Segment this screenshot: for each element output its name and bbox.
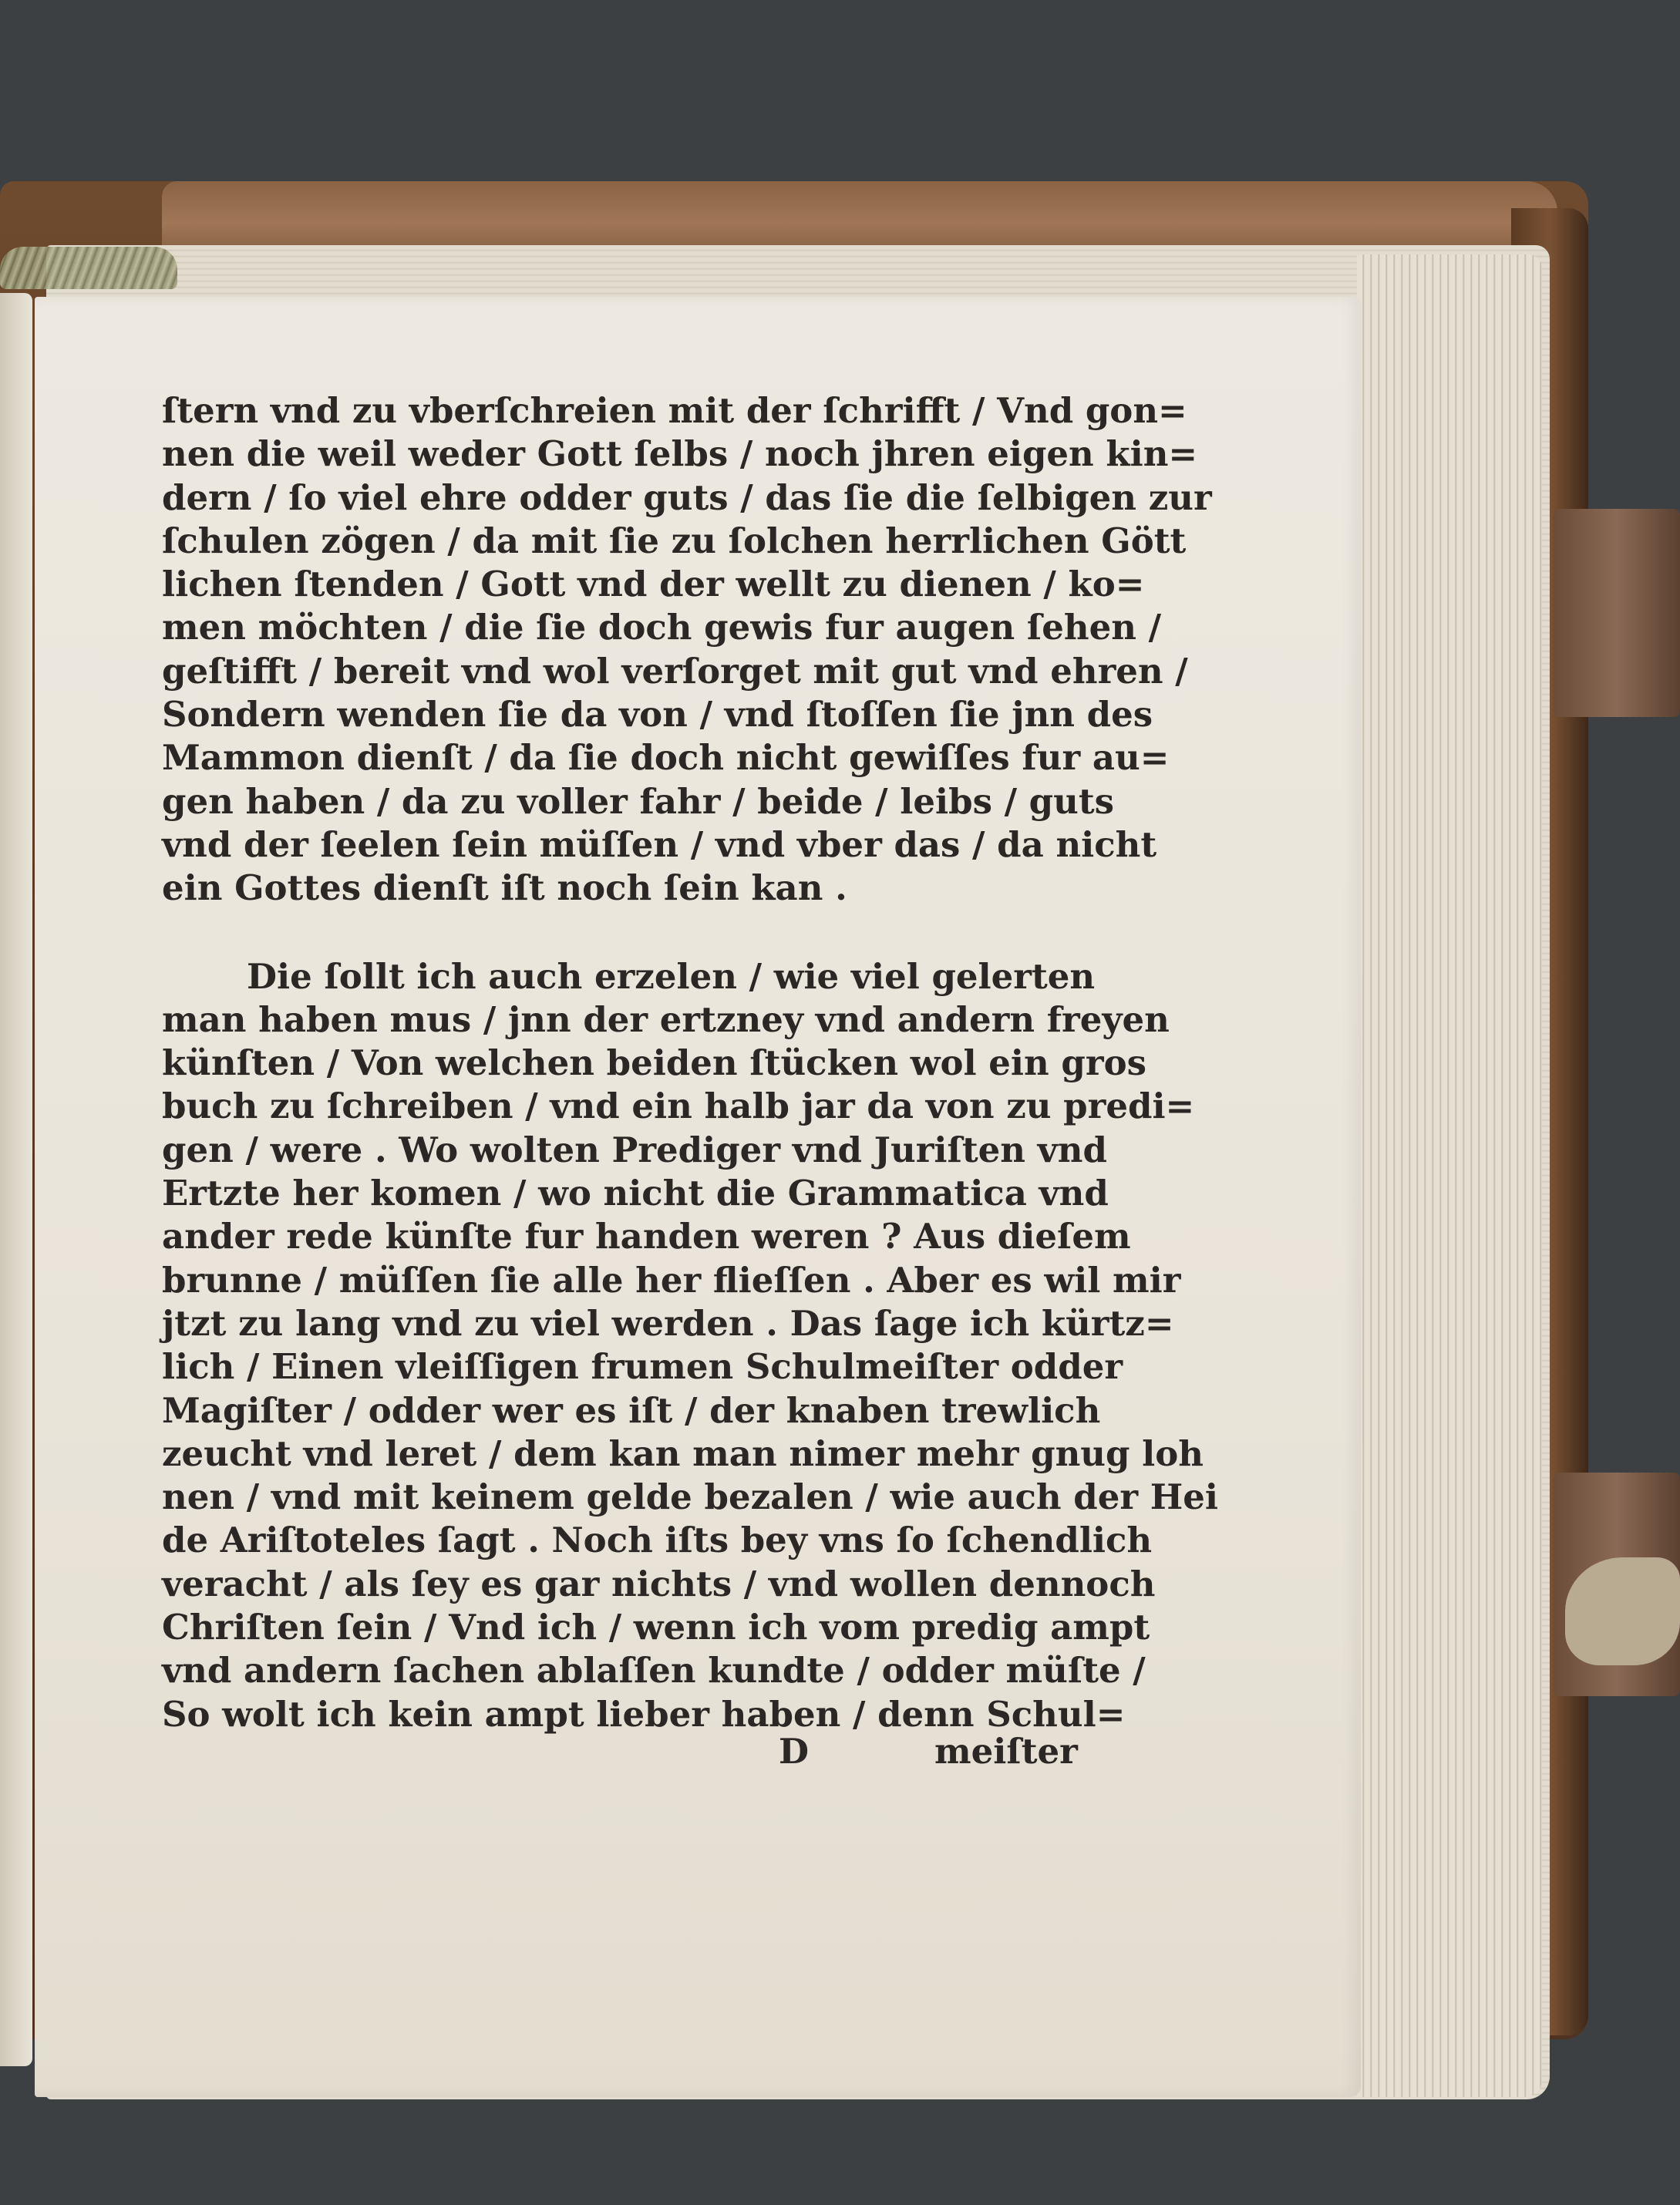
text-line: vnd andern ſachen ablaſſen kundte / odder müſte / <box>162 1650 1146 1692</box>
text-line: jtzt zu lang vnd zu viel werden . Das ſage ich kürtz= <box>162 1302 1174 1344</box>
text-line: künſten / Von welchen beiden ſtücken wol ein gros <box>162 1042 1146 1084</box>
text-line: dern / ſo viel ehre odder guts / das ſie die ſelbigen zur <box>162 476 1212 518</box>
text-line: lich / Einen vleiſſigen frumen Schulmeiſter odder <box>162 1346 1123 1388</box>
text-line: man haben mus / jnn der ertzney vnd andern freyen <box>162 998 1170 1040</box>
text-line: So wolt ich kein ampt lieber haben / denn Schul= <box>162 1693 1126 1735</box>
text-line: gen / were . Wo wolten Prediger vnd Juriſten vnd <box>162 1129 1107 1170</box>
text-line: ſchulen zögen / da mit ſie zu ſolchen herrlichen Gött <box>162 520 1187 561</box>
text-line: gen haben / da zu voller fahr / beide / leibs / guts <box>162 780 1114 822</box>
clasp-upper <box>1554 509 1680 717</box>
text-line: Ertzte her komen / wo nicht die Grammatica vnd <box>162 1173 1109 1214</box>
text-line: Chriſten ſein / Vnd ich / wenn ich vom predig ampt <box>162 1607 1150 1648</box>
page-fore-edge <box>1357 254 1542 2097</box>
text-line: nen / vnd mit keinem gelde bezalen / wie auch der Hei <box>162 1476 1218 1518</box>
catchword: meiſter <box>934 1731 1078 1772</box>
text-line: ſtern vnd zu vberſchreien mit der ſchrifft / Vnd gon= <box>162 390 1187 431</box>
text-line: de Ariſtoteles ſagt . Noch iſts bey vns ſo ſchendlich <box>162 1520 1153 1561</box>
text-line: Mammon dienſt / da ſie doch nicht gewiſſes fur au= <box>162 737 1170 779</box>
facing-page-edge <box>0 293 32 2066</box>
text-line: vnd der ſeelen ſein müſſen / vnd vber das / da nicht <box>162 823 1157 865</box>
text-line: zeucht vnd leret / dem kan man nimer mehr gnug loh <box>162 1432 1204 1474</box>
text-line: ein Gottes dienſt iſt noch ſein kan . <box>162 867 847 909</box>
text-line: brunne / müſſen ſie alle her flieſſen . Aber es wil mir <box>162 1259 1181 1301</box>
text-line: Magiſter / odder wer es iſt / der knaben trewlich <box>162 1389 1101 1431</box>
page-text <box>162 389 1218 1736</box>
text-line: geſtifft / bereit vnd wol verſorget mit gut vnd ehren / <box>162 650 1188 692</box>
text-line: Sondern wenden ſie da von / vnd ſtoſſen ſie jnn des <box>162 694 1153 736</box>
text-line: Die ſollt ich auch erzelen / wie viel gelerten <box>247 955 1096 997</box>
text-line: lichen ſtenden / Gott vnd der wellt zu dienen / ko= <box>162 564 1145 605</box>
signature-mark: D <box>779 1731 810 1772</box>
binding-thread <box>0 247 177 289</box>
clasp-fitting <box>1565 1557 1680 1665</box>
paragraph-gap <box>162 911 1072 955</box>
text-line: buch zu ſchreiben / vnd ein halb jar da von zu predi= <box>162 1086 1195 1127</box>
text-line: veracht / als ſey es gar nichts / vnd wollen dennoch <box>162 1563 1156 1604</box>
text-line: nen die weil weder Gott ſelbs / noch jhren eigen kin= <box>162 433 1198 475</box>
text-line: men möchten / die ſie doch gewis fur augen ſehen / <box>162 607 1162 648</box>
text-line: ander rede künſte fur handen weren ? Aus dieſem <box>162 1216 1131 1257</box>
